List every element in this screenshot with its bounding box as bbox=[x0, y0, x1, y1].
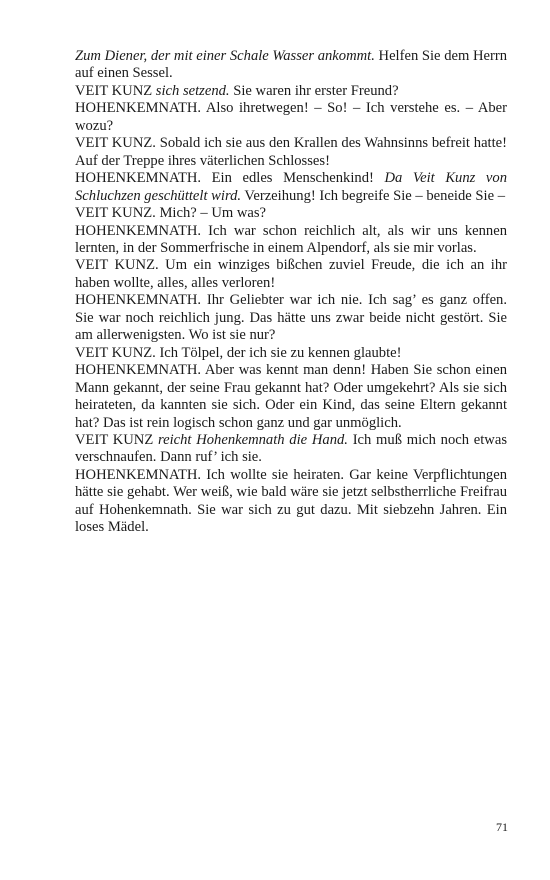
dialogue-text: VEIT KUNZ. Um ein winziges bißchen zuviel Freude, die ich an ihr haben wollte, alles, alles verloren! bbox=[75, 257, 507, 291]
stage-direction: reicht Hohenkemnath die Hand. bbox=[157, 431, 348, 448]
dialogue-paragraph bbox=[75, 467, 507, 537]
page-number: 71 bbox=[496, 820, 508, 834]
dialogue-text: VEIT KUNZ. Ich Tölpel, der ich sie zu kennen glaubte! bbox=[75, 344, 402, 361]
dialogue-paragraph bbox=[75, 432, 507, 467]
dialogue-paragraph bbox=[75, 83, 507, 100]
dialogue-paragraph bbox=[75, 48, 507, 83]
stage-direction: sich setzend. bbox=[155, 82, 230, 99]
dialogue-text: Sie waren ihr erster Freund? bbox=[229, 82, 399, 99]
dialogue-text: VEIT KUNZ. Sobald ich sie aus den Krallen des Wahnsinns befreit hatte! Auf der Treppe ihres väterlichen Schlosses! bbox=[75, 135, 507, 169]
dialogue-text: HOHENKEMNATH. Also ihretwegen! – So! – Ich verstehe es. – Aber wozu? bbox=[75, 100, 507, 134]
dialogue-text: Helfen Sie dem Herrn auf einen Sessel. bbox=[75, 48, 508, 82]
dialogue-paragraph bbox=[75, 362, 507, 432]
stage-direction: Da Veit Kunz von Schluchzen geschüttelt wird. bbox=[75, 170, 507, 204]
dialogue-text: HOHENKEMNATH. Aber was kennt man denn! Haben Sie schon einen Mann gekannt, der seine Frau gekannt hat? Oder umgekehrt? Als sie sich heirateten, da kannten sie sich. Oder ein Kind, das seine Eltern gekannt hat? Das ist rein logisch schon ganz und gar unmöglich. bbox=[75, 362, 507, 431]
dialogue-text: HOHENKEMNATH. Ein edles Menschenkind! bbox=[75, 170, 385, 187]
dialogue-paragraph bbox=[75, 135, 507, 170]
dialogue-paragraph bbox=[75, 170, 507, 205]
dialogue-text: VEIT KUNZ. Mich? – Um was? bbox=[75, 205, 267, 222]
dialogue-text: VEIT KUNZ bbox=[75, 431, 158, 448]
dialogue-text: Ich muß mich noch etwas verschnaufen. Dann ruf’ ich sie. bbox=[75, 431, 507, 466]
dialogue-paragraph bbox=[75, 257, 507, 292]
dialogue-paragraph bbox=[75, 345, 507, 362]
dialogue-paragraph bbox=[75, 100, 507, 135]
dialogue-text: HOHENKEMNATH. Ich war schon reichlich alt, als wir uns kennen lernten, in der Sommerfrische in einem Alpendorf, als sie mir vorlas. bbox=[75, 222, 507, 256]
body-text bbox=[75, 48, 507, 537]
stage-direction: Zum Diener, der mit einer Schale Wasser ankommt. bbox=[75, 48, 375, 64]
dialogue-text: Verzeihung! Ich begreife Sie – beneide Sie – bbox=[241, 187, 505, 204]
dialogue-paragraph bbox=[75, 223, 507, 258]
dialogue-text: HOHENKEMNATH. Ihr Geliebter war ich nie. Ich sag’ es ganz offen. Sie war noch reichlich jung. Das hätte uns zwar beide nicht gestört. Sie am allerwenigsten. Wo ist sie nur? bbox=[75, 292, 507, 344]
dialogue-paragraph bbox=[75, 292, 507, 344]
dialogue-text: HOHENKEMNATH. Ich wollte sie heiraten. Gar keine Verpflichtungen hätte sie gehabt. Wer weiß, wie bald wäre sie jetzt selbstherrliche Freifrau auf Hohenkemnath. Sie war sich zu gut dazu. Mit siebzehn Jahren. Ein loses Mädel. bbox=[75, 466, 507, 536]
dialogue-text: VEIT KUNZ bbox=[75, 82, 156, 99]
dialogue-paragraph bbox=[75, 205, 507, 222]
